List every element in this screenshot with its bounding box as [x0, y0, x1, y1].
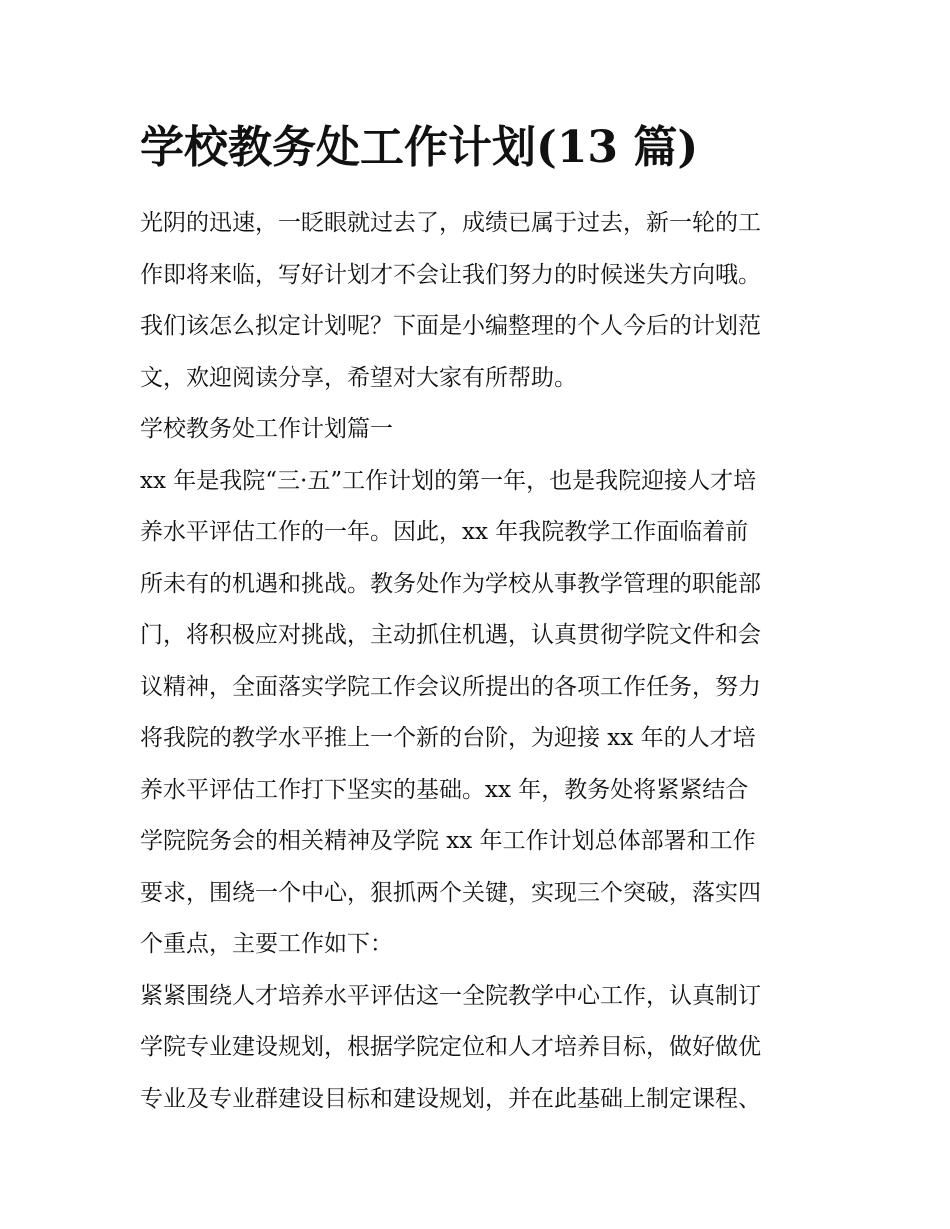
- text-line: 光阴的迅速，一眨眼就过去了，成绩已属于过去，新一轮的工: [140, 210, 761, 236]
- text-line: 作即将来临，写好计划才不会让我们努力的时候迷失方向哦。: [140, 261, 761, 288]
- document-title: 学校教务处工作计划(13 篇): [140, 122, 699, 173]
- document-content: [140, 116, 820, 1125]
- text-line: 个重点，主要工作如下：: [140, 931, 393, 957]
- text-line: 议精神，全面落实学院工作会议所提出的各项工作任务，努力: [140, 673, 761, 700]
- text-line: 要求，围绕一个中心，狠抓两个关键，实现三个突破，落实四: [140, 879, 761, 906]
- text-line: 我们该怎么拟定计划呢？下面是小编整理的个人今后的计划范: [140, 313, 761, 339]
- text-line: 学院院务会的相关精神及学院 xx 年工作计划总体部署和工作: [140, 828, 756, 854]
- text-line: 文，欢迎阅读分享，希望对大家有所帮助。: [140, 364, 577, 391]
- body-paragraph-1: [140, 456, 820, 971]
- text-line: 将我院的教学水平推上一个新的台阶，为迎接 xx 年的人才培: [140, 725, 756, 751]
- text-line: 养水平评估工作打下坚实的基础。xx 年，教务处将紧紧结合: [140, 776, 749, 803]
- text-line: 专业及专业群建设目标和建设规划，并在此基础上制定课程、: [140, 1085, 761, 1112]
- text-line: 门，将积极应对挑战，主动抓住机遇，认真贯彻学院文件和会: [140, 622, 761, 648]
- body-paragraph-2: [140, 971, 820, 1126]
- intro-paragraph: [140, 198, 820, 404]
- text-line: 所未有的机遇和挑战。教务处作为学校从事教学管理的职能部: [140, 570, 761, 597]
- text-line: xx 年是我院“三·五”工作计划的第一年，也是我院迎接人才培: [140, 467, 757, 494]
- text-line: 养水平评估工作的一年。因此，xx 年我院教学工作面临着前: [140, 519, 749, 545]
- section-heading-block: [140, 404, 820, 456]
- text-line: 紧紧围绕人才培养水平评估这一全院教学中心工作，认真制订: [140, 982, 761, 1009]
- text-line: 学院专业建设规划，根据学院定位和人才培养目标，做好做优: [140, 1034, 761, 1060]
- section-heading: 学校教务处工作计划篇一: [140, 416, 393, 442]
